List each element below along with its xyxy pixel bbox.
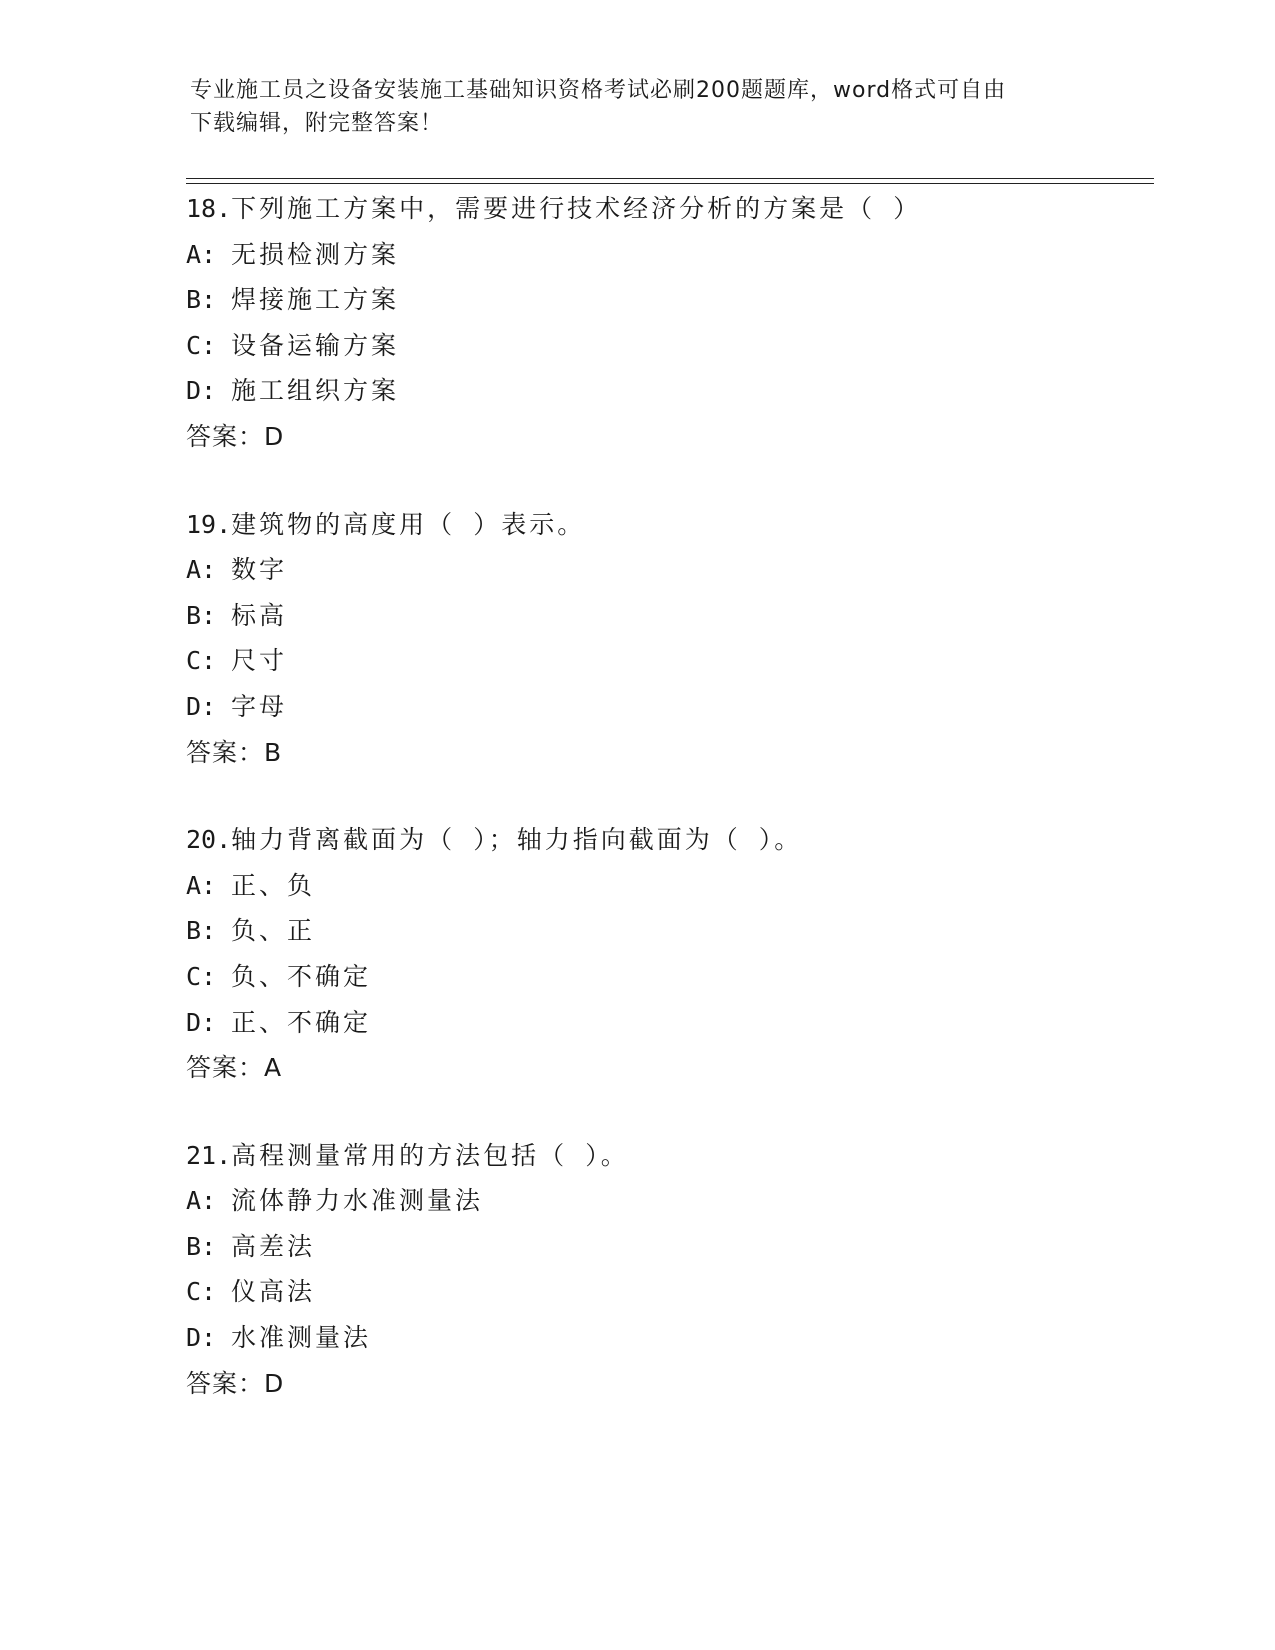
question-number: 20. (186, 825, 232, 855)
option-label: B: (186, 285, 217, 315)
option-label: C: (186, 646, 217, 676)
header-divider (186, 178, 1154, 184)
option-c (186, 323, 1154, 369)
option-label: C: (186, 961, 217, 991)
option-label: B: (186, 1231, 217, 1261)
option-text: 水准测量法 (231, 1323, 372, 1353)
answer-line: 答案：A (186, 1053, 283, 1083)
option-label: A: (186, 1186, 217, 1216)
question-stem (186, 502, 1154, 548)
question-text: 轴力背离截面为（ ）；轴力指向截面为（ ）。 (231, 825, 803, 855)
option-label: A: (186, 555, 217, 585)
option-text: 数字 (231, 555, 288, 585)
question-number: 18. (186, 194, 232, 223)
option-a (186, 863, 1154, 909)
option-text: 焊接施工方案 (231, 285, 400, 315)
option-label: D: (186, 691, 217, 721)
option-label: D: (186, 1007, 217, 1037)
question-18 (186, 186, 1154, 460)
option-text: 尺寸 (231, 646, 288, 676)
option-text: 标高 (231, 600, 288, 630)
option-text: 高差法 (231, 1231, 316, 1261)
option-d (186, 684, 1154, 730)
option-text: 无损检测方案 (231, 239, 400, 269)
option-text: 正、不确定 (231, 1007, 372, 1037)
question-text: 下列施工方案中，需要进行技术经济分析的方案是（ ） (231, 194, 922, 223)
question-number: 19. (186, 509, 232, 539)
option-a (186, 232, 1154, 278)
answer-line: 答案：D (186, 421, 285, 451)
document-header (190, 74, 1090, 140)
question-text: 高程测量常用的方法包括（ ）。 (231, 1140, 629, 1170)
question-text: 建筑物的高度用（ ）表示。 (231, 509, 586, 539)
option-label: D: (186, 1323, 217, 1353)
answer-line: 答案：D (186, 1368, 285, 1398)
option-text: 负、正 (231, 916, 316, 946)
question-stem (186, 817, 1154, 863)
option-c (186, 1269, 1154, 1315)
option-c (186, 638, 1154, 684)
option-label: D: (186, 376, 217, 406)
option-a (186, 547, 1154, 593)
option-label: B: (186, 916, 217, 946)
option-text: 字母 (231, 691, 288, 721)
option-text: 流体静力水准测量法 (231, 1186, 484, 1216)
option-d (186, 1000, 1154, 1046)
option-a (186, 1178, 1154, 1224)
option-text: 正、负 (231, 870, 316, 900)
option-text: 施工组织方案 (231, 376, 400, 406)
option-b (186, 1224, 1154, 1270)
question-number: 21. (186, 1140, 232, 1170)
option-text: 设备运输方案 (231, 330, 400, 360)
option-label: A: (186, 239, 217, 269)
option-label: B: (186, 600, 217, 630)
option-c (186, 954, 1154, 1000)
option-d (186, 1315, 1154, 1361)
option-text: 负、不确定 (231, 961, 372, 991)
question-stem (186, 1133, 1154, 1179)
option-d (186, 368, 1154, 414)
option-label: C: (186, 330, 217, 360)
question-19 (186, 502, 1154, 776)
question-20 (186, 817, 1154, 1091)
option-b (186, 908, 1154, 954)
option-label: C: (186, 1277, 217, 1307)
question-stem (186, 186, 1154, 232)
option-label: A: (186, 870, 217, 900)
question-list (186, 186, 1154, 1448)
header-line-1: 专业施工员之设备安装施工基础知识资格考试必刷200题题库，word格式可自由 (190, 78, 1007, 103)
header-line-2: 下载编辑，附完整答案！ (190, 111, 444, 136)
option-text: 仪高法 (231, 1277, 316, 1307)
option-b (186, 277, 1154, 323)
answer-line: 答案：B (186, 737, 283, 767)
question-21 (186, 1133, 1154, 1407)
option-b (186, 593, 1154, 639)
